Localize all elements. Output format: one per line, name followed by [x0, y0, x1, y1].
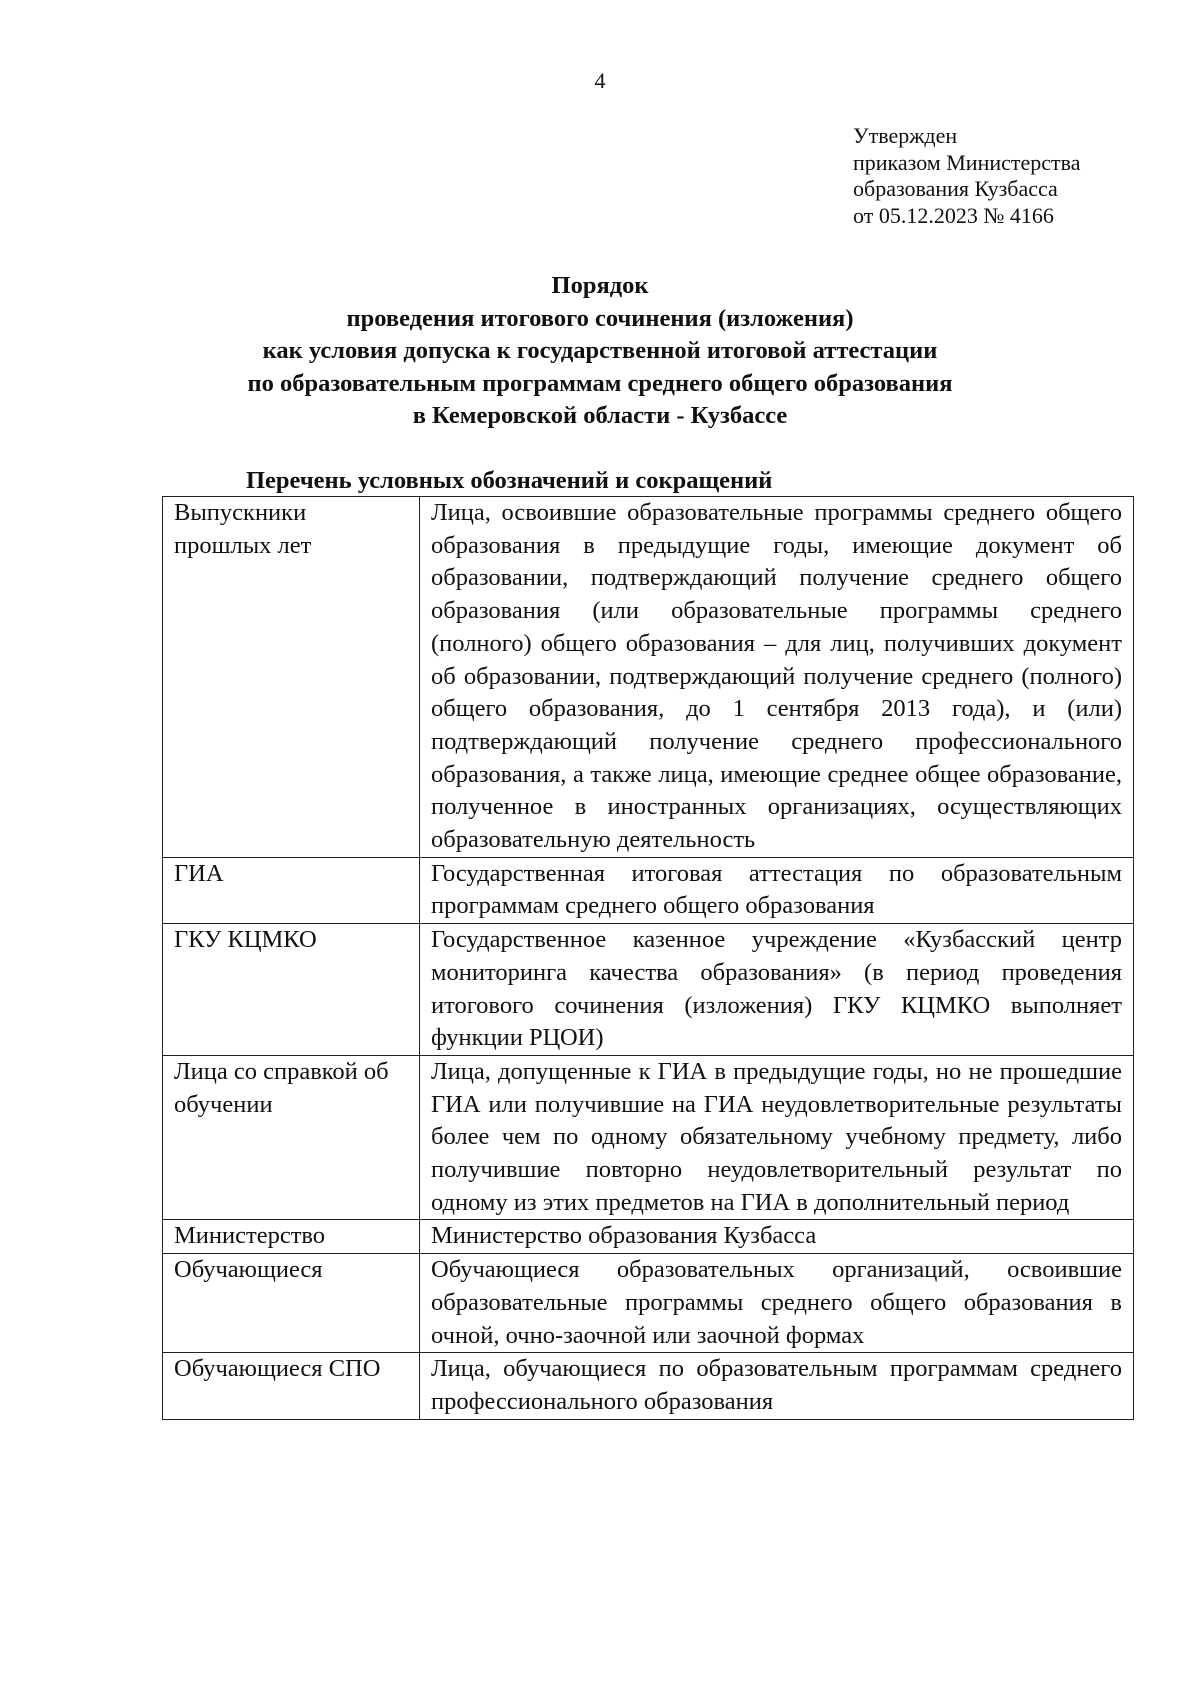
term-cell: ГИА: [163, 857, 420, 923]
definition-cell: Лица, обучающиеся по образовательным программам среднего профессионального образования: [420, 1353, 1134, 1419]
term-cell: ГКУ КЦМКО: [163, 924, 420, 1056]
definition-cell: Обучающиеся образовательных организаций, освоившие образовательные программы среднего общего образования в очной, очно-заочной или заочной формах: [420, 1254, 1134, 1353]
table-row: [163, 1220, 1134, 1254]
term-cell: Министерство: [163, 1220, 420, 1254]
title-line: проведения итогового сочинения (изложения): [346, 304, 854, 332]
term-cell: Выпускники прошлых лет: [163, 497, 420, 858]
approval-line: Утвержден: [853, 123, 958, 148]
table-row: [163, 497, 1134, 858]
term-cell: Обучающиеся СПО: [163, 1353, 420, 1419]
title-line: как условия допуска к государственной итоговой аттестации: [262, 337, 938, 364]
table-row: [163, 1254, 1134, 1353]
definition-cell: Государственная итоговая аттестация по образовательным программам среднего общего образования: [420, 857, 1134, 923]
approval-line: приказом Министерства: [853, 149, 1081, 175]
abbreviations-table: [162, 496, 1134, 1420]
table-row: [163, 857, 1134, 923]
title-line: в Кемеровской области - Кузбассе: [412, 402, 788, 429]
term-cell: Обучающиеся: [163, 1254, 420, 1353]
table-row: [163, 1055, 1134, 1220]
approval-line: от 05.12.2023 № 4166: [853, 202, 1054, 228]
approval-stamp: [853, 123, 1183, 229]
term-cell: Лица со справкой об обучении: [163, 1055, 420, 1220]
document-title: [0, 270, 1200, 433]
abbreviations-heading: Перечень условных обозначений и сокращений: [246, 467, 773, 494]
page-number: 4: [594, 68, 606, 93]
title-line: Порядок: [551, 272, 649, 299]
approval-line: образования Кузбасса: [853, 176, 1058, 201]
table-row: [163, 924, 1134, 1056]
table-row: [163, 1353, 1134, 1419]
definition-cell: Министерство образования Кузбасса: [420, 1220, 1134, 1254]
definition-cell: Лица, освоившие образовательные программы среднего общего образования в предыдущие годы, имеющие документ об образовании, подтверждающий получение среднего общего образования (или образовательные программы среднего (полного) общего образования – для лиц, получивших документ об образовании, подтверждающий получение среднего (полного) общего образования, до 1 сентября 2013 года), и (или) подтверждающий получение среднего профессионального образования, а также лица, имеющие среднее общее образование, полученное в иностранных организациях, осуществляющих образовательную деятельность: [420, 497, 1134, 858]
definition-cell: Государственное казенное учреждение «Кузбасский центр мониторинга качества образования» (в период проведения итогового сочинения (изложения) ГКУ КЦМКО выполняет функции РЦОИ): [420, 924, 1134, 1056]
definition-cell: Лица, допущенные к ГИА в предыдущие годы, но не прошедшие ГИА или получившие на ГИА неудовлетворительные результаты более чем по одному обязательному учебному предмету, либо получившие повторно неудовлетворительный результат по одному из этих предметов на ГИА в дополнительный период: [420, 1055, 1134, 1220]
title-line: по образовательным программам среднего общего образования: [247, 369, 953, 397]
